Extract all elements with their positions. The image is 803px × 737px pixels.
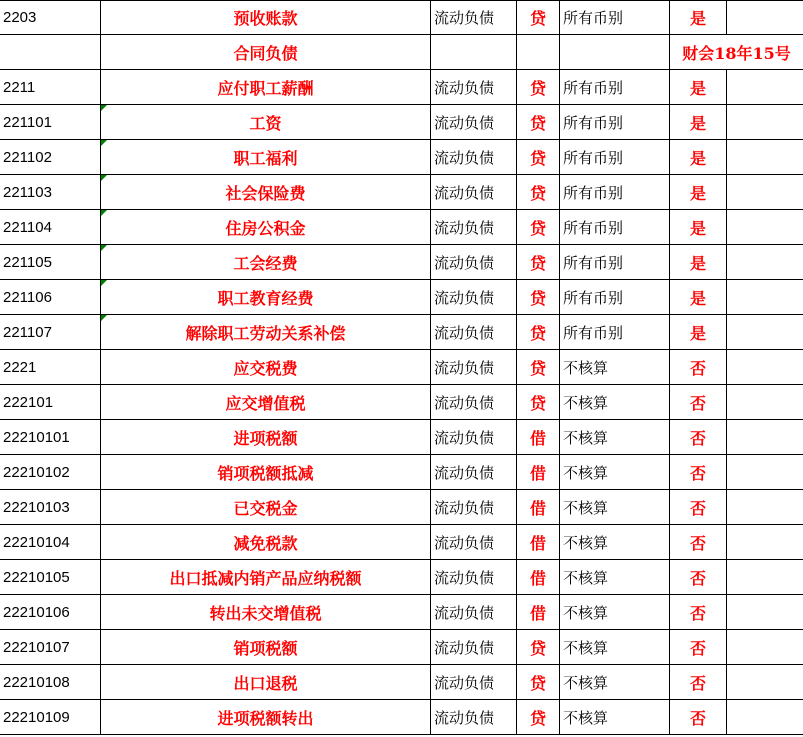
cell-currency[interactable]: 所有币别 — [560, 315, 670, 350]
cell-account-code[interactable]: 22210103 — [0, 490, 101, 525]
cell-marker-icon — [101, 245, 107, 251]
cell-account-name[interactable]: 合同负债 — [101, 35, 431, 70]
cell-note[interactable] — [727, 105, 803, 140]
cell-balance-direction[interactable]: 贷 — [517, 175, 560, 210]
table-row — [0, 175, 803, 210]
cell-flag[interactable]: 否 — [670, 525, 727, 560]
cell-account-name[interactable]: 出口抵减内销产品应纳税额 — [101, 560, 431, 595]
cell-account-name[interactable]: 减免税款 — [101, 525, 431, 560]
cell-currency[interactable]: 不核算 — [560, 350, 670, 385]
cell-flag[interactable]: 否 — [670, 385, 727, 420]
cell-account-type[interactable]: 流动负债 — [431, 700, 517, 735]
cell-currency[interactable]: 所有币别 — [560, 175, 670, 210]
cell-note[interactable] — [727, 0, 803, 35]
table-row — [0, 420, 803, 455]
cell-currency[interactable]: 所有币别 — [560, 0, 670, 35]
table-row — [0, 455, 803, 490]
cell-note[interactable] — [727, 420, 803, 455]
cell-note[interactable] — [727, 175, 803, 210]
cell-account-name[interactable]: 工会经费 — [101, 245, 431, 280]
cell-balance-direction[interactable]: 贷 — [517, 350, 560, 385]
cell-flag[interactable]: 财会18年15号 — [670, 35, 803, 70]
cell-balance-direction[interactable] — [517, 35, 560, 70]
cell-currency[interactable]: 所有币别 — [560, 140, 670, 175]
cell-flag[interactable]: 否 — [670, 420, 727, 455]
cell-balance-direction[interactable]: 贷 — [517, 105, 560, 140]
cell-flag[interactable]: 是 — [670, 70, 727, 105]
cell-note[interactable] — [727, 595, 803, 630]
cell-flag[interactable]: 是 — [670, 315, 727, 350]
cell-note[interactable] — [727, 350, 803, 385]
table-row — [0, 315, 803, 350]
cell-note[interactable] — [727, 665, 803, 700]
cell-account-type[interactable]: 流动负债 — [431, 70, 517, 105]
cell-account-name[interactable]: 已交税金 — [101, 490, 431, 525]
cell-currency[interactable]: 所有币别 — [560, 105, 670, 140]
cell-flag[interactable]: 否 — [670, 595, 727, 630]
cell-flag[interactable]: 否 — [670, 630, 727, 665]
cell-note[interactable] — [727, 140, 803, 175]
cell-currency[interactable]: 不核算 — [560, 525, 670, 560]
cell-account-name[interactable]: 职工福利 — [101, 140, 431, 175]
cell-flag[interactable]: 否 — [670, 560, 727, 595]
cell-marker-icon — [101, 175, 107, 181]
cell-account-name[interactable]: 工资 — [101, 105, 431, 140]
table-row — [0, 595, 803, 630]
cell-account-code[interactable]: 221103 — [0, 175, 101, 210]
table-row — [0, 0, 803, 35]
cell-note[interactable] — [727, 490, 803, 525]
cell-account-type[interactable]: 流动负债 — [431, 0, 517, 35]
cell-currency[interactable] — [560, 35, 670, 70]
table-row — [0, 525, 803, 560]
cell-currency[interactable]: 所有币别 — [560, 280, 670, 315]
table-row — [0, 630, 803, 665]
cell-currency[interactable]: 不核算 — [560, 700, 670, 735]
cell-balance-direction[interactable]: 借 — [517, 595, 560, 630]
cell-note[interactable] — [727, 385, 803, 420]
cell-flag[interactable]: 否 — [670, 490, 727, 525]
cell-flag[interactable]: 否 — [670, 455, 727, 490]
cell-account-type[interactable]: 流动负债 — [431, 595, 517, 630]
cell-note[interactable] — [727, 70, 803, 105]
cell-balance-direction[interactable]: 贷 — [517, 280, 560, 315]
cell-currency[interactable]: 不核算 — [560, 385, 670, 420]
cell-flag[interactable]: 否 — [670, 700, 727, 735]
cell-currency[interactable]: 所有币别 — [560, 70, 670, 105]
cell-currency[interactable]: 所有币别 — [560, 210, 670, 245]
cell-account-name[interactable]: 预收账款 — [101, 0, 431, 35]
cell-flag[interactable]: 是 — [670, 245, 727, 280]
cell-account-code[interactable]: 221106 — [0, 280, 101, 315]
cell-balance-direction[interactable]: 借 — [517, 455, 560, 490]
cell-account-code[interactable]: 221102 — [0, 140, 101, 175]
cell-note[interactable] — [727, 630, 803, 665]
cell-balance-direction[interactable]: 贷 — [517, 385, 560, 420]
table-row — [0, 560, 803, 595]
cell-account-type[interactable]: 流动负债 — [431, 385, 517, 420]
cell-account-name[interactable]: 住房公积金 — [101, 210, 431, 245]
cell-currency[interactable]: 不核算 — [560, 420, 670, 455]
table-row — [0, 350, 803, 385]
cell-account-code[interactable]: 22210108 — [0, 665, 101, 700]
table-row — [0, 385, 803, 420]
cell-currency[interactable]: 不核算 — [560, 630, 670, 665]
cell-currency[interactable]: 不核算 — [560, 560, 670, 595]
cell-currency[interactable]: 不核算 — [560, 595, 670, 630]
cell-marker-icon — [101, 315, 107, 321]
cell-note[interactable] — [727, 280, 803, 315]
cell-account-type[interactable]: 流动负债 — [431, 315, 517, 350]
cell-account-type[interactable]: 流动负债 — [431, 245, 517, 280]
cell-account-code[interactable]: 22210106 — [0, 595, 101, 630]
cell-account-code[interactable]: 22210102 — [0, 455, 101, 490]
cell-balance-direction[interactable]: 贷 — [517, 140, 560, 175]
cell-account-name[interactable]: 应付职工薪酬 — [101, 70, 431, 105]
cell-currency[interactable]: 不核算 — [560, 455, 670, 490]
table-row — [0, 245, 803, 280]
cell-marker-icon — [101, 140, 107, 146]
cell-note[interactable] — [727, 210, 803, 245]
table-row — [0, 490, 803, 525]
cell-account-name[interactable]: 应交税费 — [101, 350, 431, 385]
cell-balance-direction[interactable]: 借 — [517, 560, 560, 595]
cell-account-code[interactable]: 221104 — [0, 210, 101, 245]
cell-account-name[interactable]: 社会保险费 — [101, 175, 431, 210]
cell-account-type[interactable]: 流动负债 — [431, 455, 517, 490]
cell-account-code[interactable]: 221107 — [0, 315, 101, 350]
cell-account-type[interactable] — [431, 35, 517, 70]
cell-account-code[interactable]: 22210104 — [0, 525, 101, 560]
cell-balance-direction[interactable]: 贷 — [517, 700, 560, 735]
cell-account-type[interactable]: 流动负债 — [431, 175, 517, 210]
cell-note[interactable] — [727, 700, 803, 735]
cell-account-type[interactable]: 流动负债 — [431, 490, 517, 525]
cell-account-code[interactable]: 2211 — [0, 70, 101, 105]
cell-account-type[interactable]: 流动负债 — [431, 560, 517, 595]
cell-balance-direction[interactable]: 借 — [517, 420, 560, 455]
cell-account-type[interactable]: 流动负债 — [431, 140, 517, 175]
cell-account-name[interactable]: 转出未交增值税 — [101, 595, 431, 630]
cell-account-code[interactable]: 222101 — [0, 385, 101, 420]
cell-balance-direction[interactable]: 贷 — [517, 245, 560, 280]
cell-account-code[interactable]: 2221 — [0, 350, 101, 385]
cell-balance-direction[interactable]: 贷 — [517, 315, 560, 350]
cell-balance-direction[interactable]: 贷 — [517, 210, 560, 245]
table-row — [0, 140, 803, 175]
cell-currency[interactable]: 不核算 — [560, 665, 670, 700]
cell-note[interactable] — [727, 455, 803, 490]
cell-account-type[interactable]: 流动负债 — [431, 665, 517, 700]
table-row — [0, 210, 803, 245]
cell-marker-icon — [101, 280, 107, 286]
cell-marker-icon — [101, 105, 107, 111]
cell-account-code[interactable]: 221101 — [0, 105, 101, 140]
table-row — [0, 700, 803, 735]
table-row — [0, 280, 803, 315]
cell-note[interactable] — [727, 315, 803, 350]
cell-account-code[interactable]: 22210107 — [0, 630, 101, 665]
cell-account-type[interactable]: 流动负债 — [431, 105, 517, 140]
cell-flag[interactable]: 是 — [670, 175, 727, 210]
cell-account-code[interactable]: 22210109 — [0, 700, 101, 735]
cell-account-name[interactable]: 出口退税 — [101, 665, 431, 700]
cell-account-type[interactable]: 流动负债 — [431, 420, 517, 455]
cell-account-type[interactable]: 流动负债 — [431, 350, 517, 385]
cell-balance-direction[interactable]: 贷 — [517, 665, 560, 700]
cell-flag[interactable]: 是 — [670, 210, 727, 245]
cell-account-name[interactable]: 进项税额转出 — [101, 700, 431, 735]
cell-account-code[interactable]: 22210101 — [0, 420, 101, 455]
cell-note[interactable] — [727, 525, 803, 560]
cell-flag[interactable]: 是 — [670, 280, 727, 315]
table-row — [0, 35, 803, 70]
cell-flag[interactable]: 否 — [670, 665, 727, 700]
cell-account-name[interactable]: 销项税额抵减 — [101, 455, 431, 490]
cell-account-code[interactable]: 2203 — [0, 0, 101, 35]
cell-balance-direction[interactable]: 借 — [517, 490, 560, 525]
cell-balance-direction[interactable]: 贷 — [517, 70, 560, 105]
table-row — [0, 665, 803, 700]
cell-account-code[interactable]: 221105 — [0, 245, 101, 280]
cell-currency[interactable]: 不核算 — [560, 490, 670, 525]
cell-flag[interactable]: 是 — [670, 140, 727, 175]
cell-balance-direction[interactable]: 贷 — [517, 630, 560, 665]
cell-note[interactable] — [727, 560, 803, 595]
cell-account-type[interactable]: 流动负债 — [431, 630, 517, 665]
cell-account-code[interactable] — [0, 35, 101, 70]
cell-currency[interactable]: 所有币别 — [560, 245, 670, 280]
cell-account-name[interactable]: 进项税额 — [101, 420, 431, 455]
cell-account-type[interactable]: 流动负债 — [431, 210, 517, 245]
cell-marker-icon — [101, 210, 107, 216]
cell-balance-direction[interactable]: 贷 — [517, 0, 560, 35]
cell-account-name[interactable]: 应交增值税 — [101, 385, 431, 420]
table-row — [0, 70, 803, 105]
cell-flag[interactable]: 否 — [670, 350, 727, 385]
cell-account-name[interactable]: 解除职工劳动关系补偿 — [101, 315, 431, 350]
cell-flag[interactable]: 是 — [670, 105, 727, 140]
cell-account-code[interactable]: 22210105 — [0, 560, 101, 595]
cell-note[interactable] — [727, 245, 803, 280]
cell-account-name[interactable]: 职工教育经费 — [101, 280, 431, 315]
cell-flag[interactable]: 是 — [670, 0, 727, 35]
cell-account-type[interactable]: 流动负债 — [431, 280, 517, 315]
cell-balance-direction[interactable]: 借 — [517, 525, 560, 560]
table-row — [0, 105, 803, 140]
cell-account-type[interactable]: 流动负债 — [431, 525, 517, 560]
cell-account-name[interactable]: 销项税额 — [101, 630, 431, 665]
